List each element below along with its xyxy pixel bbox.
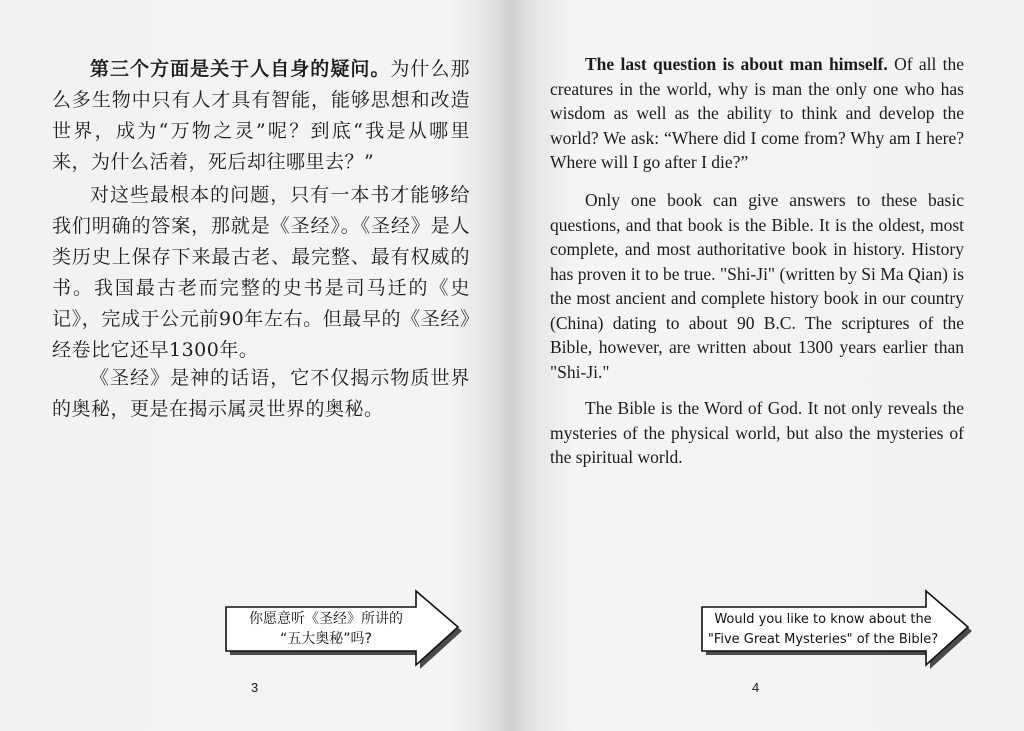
right-page bbox=[512, 0, 1024, 731]
left-arrow-callout bbox=[222, 589, 468, 673]
left-page-number: 3 bbox=[251, 680, 259, 695]
right-paragraph-3: The Bible is the Word of God. It not only reveals the mysteries of the physical world, but also the mysteries of the spiritual world. bbox=[550, 398, 964, 467]
right-paragraph-1 bbox=[550, 52, 964, 175]
right-arrow-callout bbox=[698, 589, 978, 673]
left-paragraph-3: 《圣经》是神的话语，它不仅揭示物质世界的奥秘，更是在揭示属灵世界的奥秘。 bbox=[52, 367, 470, 420]
left-arrow-text bbox=[232, 609, 420, 649]
right-page-number: 4 bbox=[752, 680, 760, 695]
left-paragraph-2: 对这些最根本的问题，只有一本书才能够给我们明确的答案，那就是《圣经》。《圣经》是人类历史上保存下来最古老、最完整、最有权威的书。我国最古老而完整的史书是司马迁的《史记》，完成于公元前90年左右。但最早的《圣经》经卷比它还早1300年。 bbox=[52, 184, 470, 361]
left-arrow-line-2: “五大奥秘”吗? bbox=[280, 631, 372, 647]
right-arrow-line-1: Would you like to know about the bbox=[714, 612, 932, 627]
right-paragraph-1-bold: The last question is about man himself. bbox=[585, 54, 888, 74]
left-arrow-line-1: 你愿意听《圣经》所讲的 bbox=[249, 611, 403, 627]
right-arrow-line-2: "Five Great Mysteries" of the Bible? bbox=[707, 632, 939, 647]
left-paragraph-1 bbox=[52, 54, 470, 178]
right-arrow-text bbox=[704, 610, 942, 650]
right-paragraph-1-text: Of all the creatures in the world, why is man the only one who has wisdom as well as the ability to think and develop the world? We ask: “Where did I come from? Why am I here? Where will I go after I die?” bbox=[550, 54, 964, 172]
left-paragraph-1-bold: 第三个方面是关于人自身的疑问。 bbox=[90, 58, 391, 80]
right-paragraph-2: Only one book can give answers to these basic questions, and that book is the Bible. It is the oldest, most complete, and most authoritative book in history. History has proven it to be true. "Shi-Ji" (written by Si Ma Qian) is the most ancient and complete history book in our country (China) dating to about 90 B.C. The scriptures of the Bible, however, are written about 1300 years earlier than "Shi-Ji." bbox=[550, 190, 964, 382]
left-paragraph-1-text: 为什么那么多生物中只有人才具有智能，能够思想和改造世界，成为“万物之灵”呢？到底“我是从哪里来，为什么活着，死后却往哪里去？” bbox=[52, 58, 470, 173]
